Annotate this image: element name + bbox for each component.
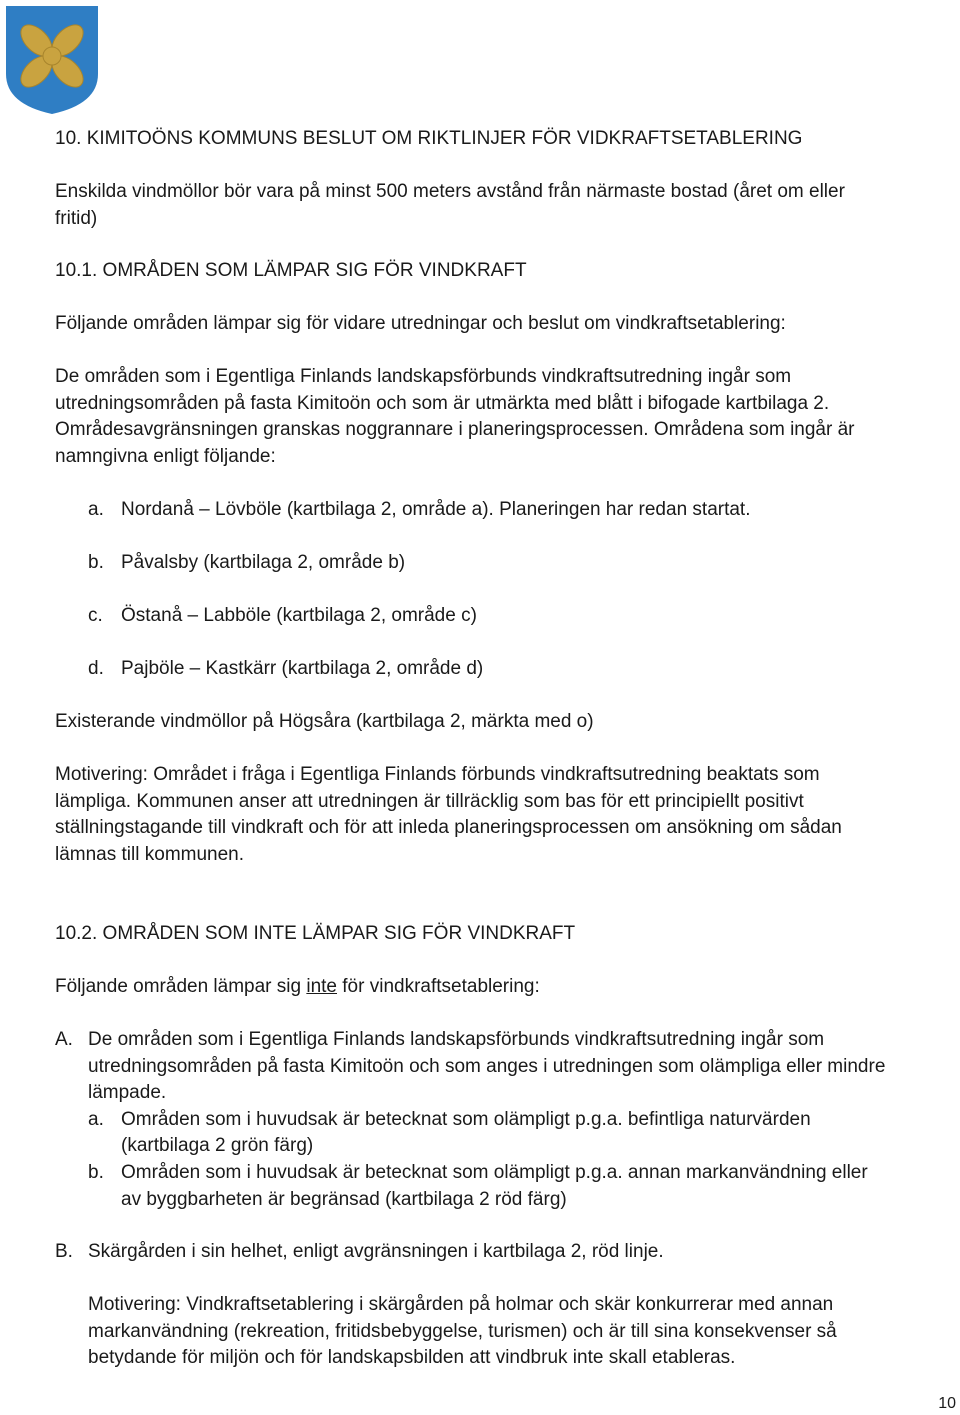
municipal-crest-icon — [4, 4, 100, 116]
main-heading: 10. KIMITOÖNS KOMMUNS BESLUT OM RIKTLINJER FÖR VIDKRAFTSETABLERING — [55, 128, 803, 149]
section-2-motivation-line-3: betydande för miljön och för landskapsbilden att vindbruk inte skall etableras. — [88, 1347, 736, 1369]
item-A-line-1: De områden som i Egentliga Finlands landskapsförbunds vindkraftsutredning ingår som — [88, 1029, 825, 1050]
sublist-marker-a: a. — [88, 1108, 104, 1130]
list-marker-c: c. — [88, 605, 103, 626]
crest-shield-icon — [4, 4, 100, 116]
section-1-heading: 10.1. OMRÅDEN SOM LÄMPAR SIG FÖR VINDKRAFT — [55, 260, 527, 281]
section-2-lead-start: Följande områden lämpar sig — [55, 976, 307, 997]
section-1-para-line-4: namngivna enligt följande: — [55, 445, 276, 467]
section-1-para-line-3: Områdesavgränsningen granskas noggrannare i planeringsprocessen. Områdena som ingår är — [55, 419, 855, 441]
section-2-motivation-line-2: markanvändning (rekreation, fritidsbebyggelse, turismen) och är till sina konsekvenser så — [88, 1320, 837, 1342]
intro-line-2: fritid) — [55, 207, 98, 229]
list-marker-b: b. — [88, 552, 104, 573]
sublist-marker-b: b. — [88, 1162, 104, 1183]
section-2-motivation-line-1: Motivering: Vindkraftsetablering i skärgården på holmar och skär konkurrerar med annan — [88, 1294, 834, 1315]
list-item-b: Påvalsby (kartbilaga 2, område b) — [121, 552, 406, 573]
list-marker-A: A. — [55, 1029, 73, 1050]
section-1-motivation-line-4: lämnas till kommunen. — [55, 843, 245, 865]
section-1-para-line-1: De områden som i Egentliga Finlands landskapsförbunds vindkraftsutredning ingår som — [55, 366, 792, 387]
section-1-motivation-line-1: Motivering: Området i fråga i Egentliga Finlands förbunds vindkraftsutredning beaktats som — [55, 764, 820, 785]
section-2-heading: 10.2. OMRÅDEN SOM INTE LÄMPAR SIG FÖR VINDKRAFT — [55, 923, 576, 944]
section-1-para-line-2: utredningsområden på fasta Kimitoön och som är utmärkta med blått i bifogade kartbilaga 2. — [55, 392, 830, 414]
list-item-d: Pajböle – Kastkärr (kartbilaga 2, område d) — [121, 658, 484, 679]
subitem-a-line-1: Områden som i huvudsak är betecknat som olämpligt p.g.a. befintliga naturvärden — [121, 1108, 811, 1130]
list-marker-a: a. — [88, 499, 104, 520]
subitem-a-line-2: (kartbilaga 2 grön färg) — [121, 1135, 314, 1157]
intro-line-1: Enskilda vindmöllor bör vara på minst 500 meters avstånd från närmaste bostad (året om eller — [55, 181, 845, 202]
list-item-c: Östanå – Labböle (kartbilaga 2, område c) — [121, 605, 477, 626]
item-B-text: Skärgården i sin helhet, enligt avgränsningen i kartbilaga 2, röd linje. — [88, 1241, 664, 1262]
subitem-b-line-2: av byggbarheten är begränsad (kartbilaga 2 röd färg) — [121, 1188, 567, 1210]
section-2-lead — [55, 974, 540, 1001]
section-1-motivation-line-2: lämpliga. Kommunen anser att utredningen är tillräcklig som bas för ett principiellt positivt — [55, 790, 804, 812]
section-1-motivation-line-3: ställningstagande till vindkraft och för att inleda planeringsprocessen om ansökning om sådan — [55, 817, 842, 839]
existing-turbines-note: Existerande vindmöllor på Högsåra (kartbilaga 2, märkta med o) — [55, 711, 594, 732]
section-1-lead: Följande områden lämpar sig för vidare utredningar och beslut om vindkraftsetablering: — [55, 313, 786, 334]
page-number: 10 — [938, 1395, 956, 1412]
list-item-a: Nordanå – Lövböle (kartbilaga 2, område a). Planeringen har redan startat. — [121, 499, 751, 520]
section-2-lead-underlined: inte — [306, 976, 337, 997]
subitem-b-line-1: Områden som i huvudsak är betecknat som olämpligt p.g.a. annan markanvändning eller — [121, 1162, 868, 1183]
section-2-lead-end: för vindkraftsetablering: — [337, 976, 540, 997]
item-A-line-2: utredningsområden på fasta Kimitoön och som anges i utredningen som olämpliga eller mindre — [88, 1055, 886, 1077]
list-marker-B: B. — [55, 1241, 73, 1262]
list-marker-d: d. — [88, 658, 104, 679]
item-A-line-3: lämpade. — [88, 1082, 167, 1104]
